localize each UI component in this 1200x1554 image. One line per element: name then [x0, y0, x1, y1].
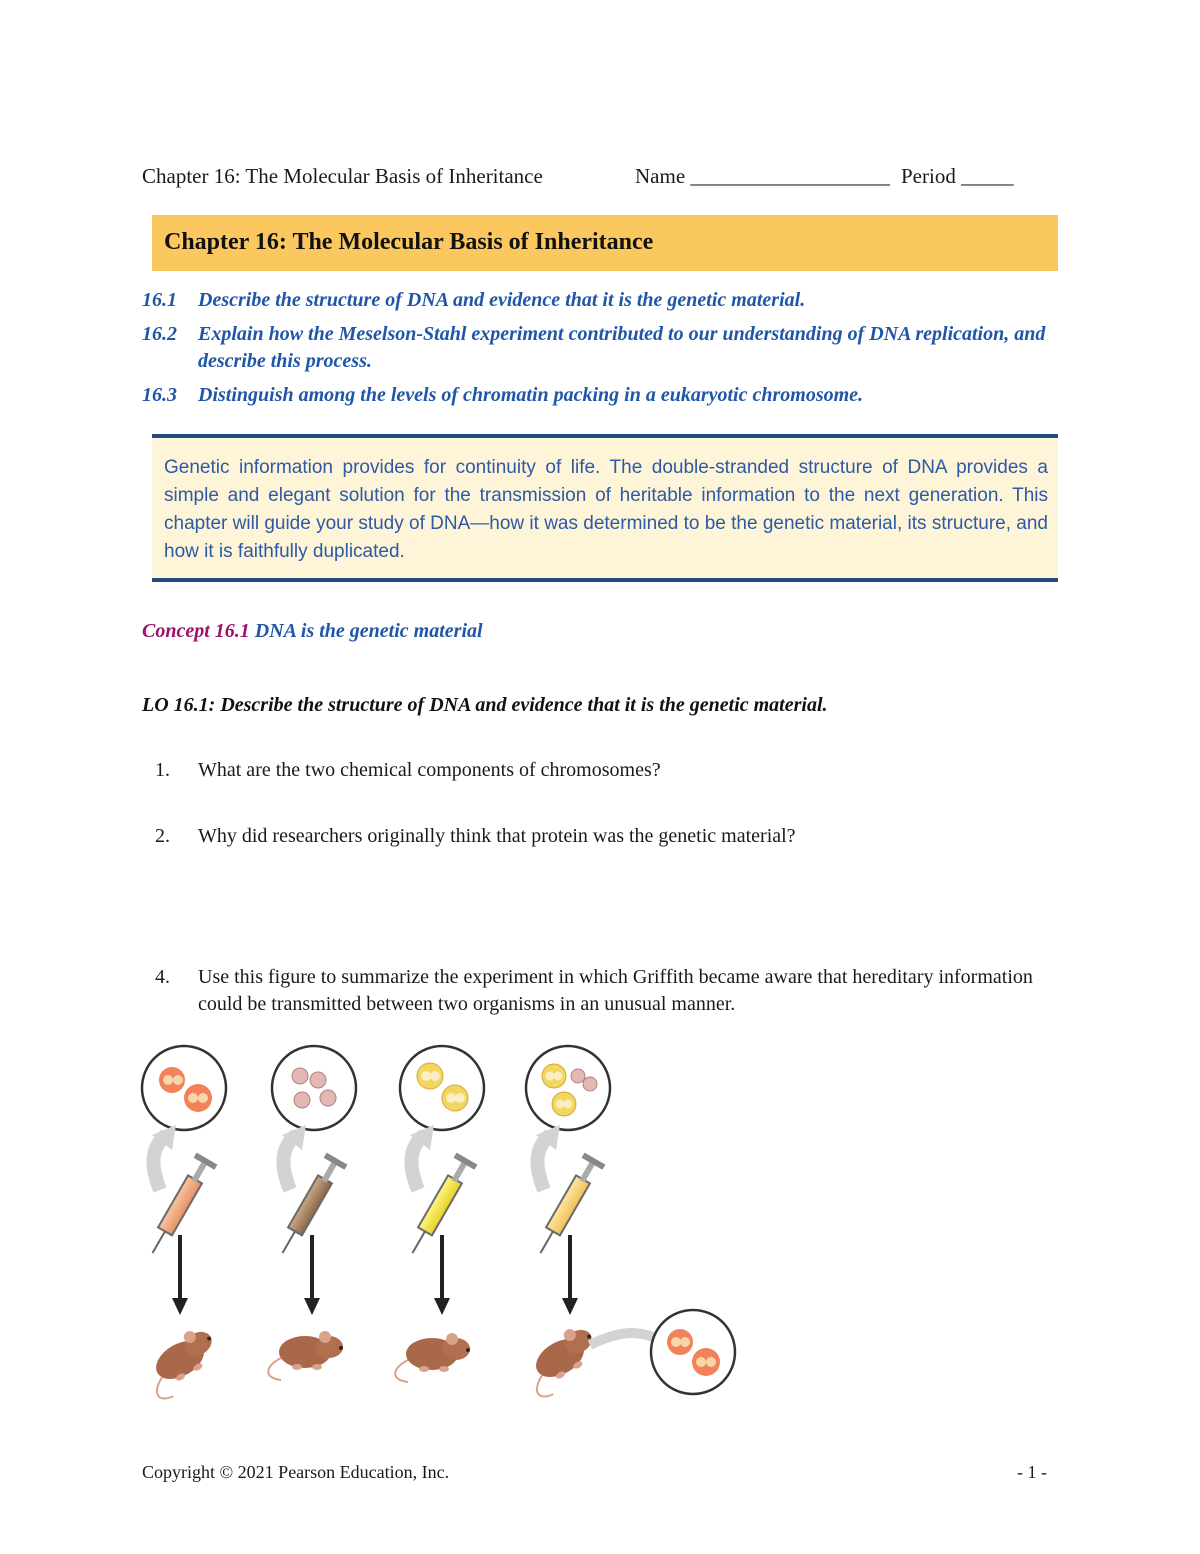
griffith-experiment-figure [130, 1040, 770, 1400]
chapter-summary-text: Genetic information provides for continuity of life. The double-stranded structure of DNA provides a simple and elegant solution for the transmission of heritable information to the next generation. This chapter will guide your study of DNA—how it was determined to be the genetic material, its structure, and how it is faithfully duplicated. [164, 457, 1048, 562]
objective-text: Describe the structure of DNA and evidence that it is the genetic material. [198, 289, 806, 311]
mouse-icon [138, 1323, 227, 1400]
concept-heading [142, 620, 483, 643]
objective-item [142, 321, 1062, 375]
question-text: What are the two chemical components of chromosomes? [198, 759, 661, 781]
objective-number: 16.3 [142, 384, 177, 406]
mouse-icon [518, 1321, 607, 1400]
question-number: 4. [155, 966, 170, 988]
objective-item [142, 382, 1062, 409]
petri-dish-icon [142, 1046, 226, 1130]
mouse-icon [268, 1331, 343, 1380]
arrow-icon [590, 1333, 660, 1345]
mouse-icon [395, 1333, 470, 1382]
question-item [155, 964, 1068, 1018]
petri-dish-icon [400, 1046, 484, 1130]
question-item [155, 823, 1068, 850]
objective-item [142, 287, 1062, 314]
down-arrow-icon [562, 1298, 578, 1315]
period-field[interactable]: Period _____ [901, 164, 1014, 188]
concept-label: Concept 16.1 [142, 620, 250, 642]
down-arrow-icon [434, 1298, 450, 1315]
down-arrow-icon [304, 1298, 320, 1315]
objective-text: Explain how the Meselson-Stahl experiment contributed to our understanding of DNA replication, and describe this process. [198, 323, 1046, 372]
petri-dish-icon [651, 1310, 735, 1394]
chapter-title: Chapter 16: The Molecular Basis of Inheritance [164, 229, 654, 255]
objective-text: Distinguish among the levels of chromatin packing in a eukaryotic chromosome. [198, 384, 864, 406]
column-mixture [518, 1046, 735, 1400]
question-item [155, 757, 1068, 784]
petri-dish-icon [272, 1046, 356, 1130]
question-text: Why did researchers originally think that protein was the genetic material? [198, 825, 796, 847]
chapter-summary-box [152, 434, 1058, 582]
header-chapter: Chapter 16: The Molecular Basis of Inheritance [142, 164, 543, 188]
learning-objective: LO 16.1: Describe the structure of DNA and evidence that it is the genetic material. [142, 694, 828, 716]
question-number: 2. [155, 825, 170, 847]
question-number: 1. [155, 759, 170, 781]
down-arrow-icon [172, 1298, 188, 1315]
page-number: - 1 - [1017, 1462, 1047, 1482]
name-field[interactable]: Name ___________________ [635, 164, 890, 188]
column-smooth-cells [138, 1046, 227, 1400]
column-heat-killed-cells [395, 1046, 484, 1382]
question-text: Use this figure to summarize the experiment in which Griffith became aware that hereditary information could be transmitted between two organisms in an unusual manner. [198, 966, 1033, 1015]
concept-text: DNA is the genetic material [254, 620, 483, 642]
column-rough-cells [268, 1046, 356, 1380]
page-footer [142, 1462, 1047, 1483]
copyright-text: Copyright © 2021 Pearson Education, Inc. [142, 1462, 450, 1482]
objective-number: 16.2 [142, 323, 177, 345]
petri-dish-icon [526, 1046, 610, 1130]
objective-number: 16.1 [142, 289, 177, 311]
chapter-title-box [152, 215, 1058, 271]
